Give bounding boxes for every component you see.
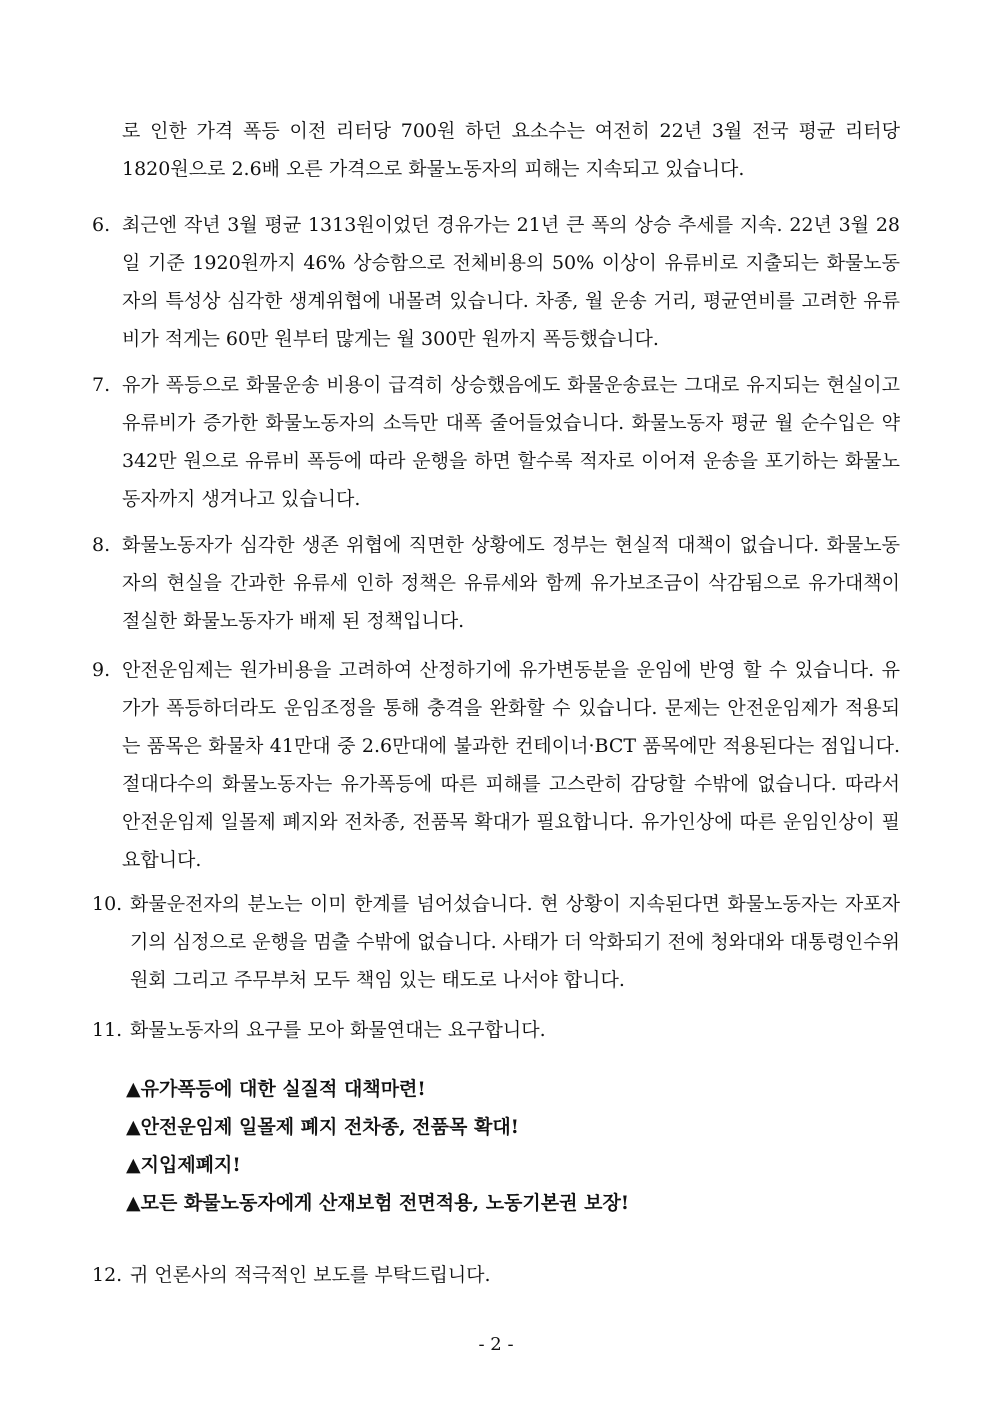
list-item-10 [92,885,900,999]
page-number: - 2 - [478,1334,514,1355]
item-number: 8. [92,534,111,556]
list-item-7 [92,366,900,518]
list-item-8 [92,526,900,640]
item-number: 7. [92,374,111,396]
list-item-9 [92,651,900,879]
item-text: 화물운전자의 분노는 이미 한계를 넘어섰습니다. 현 상황이 지속된다면 화물노동자는 자포자기의 심정으로 운행을 멈출 수밖에 없습니다. 사태가 더 악화되기 전에 청와대와 대통령인수위원회 그리고 주무부처 모두 책임 있는 태도로 나서야 합니다. [130,893,900,991]
list-item-11 [92,1011,900,1049]
demand-item: ▲유가폭등에 대한 실질적 대책마련! [126,1078,426,1100]
item-number: 10. [92,893,123,915]
list-item-12 [92,1256,900,1294]
item-number: 6. [92,214,111,236]
demand-item: ▲모든 화물노동자에게 산재보험 전면적용, 노동기본권 보장! [126,1192,630,1214]
list-item-6 [92,206,900,358]
item-number: 12. [92,1264,123,1286]
item-text: 화물노동자의 요구를 모아 화물연대는 요구합니다. [130,1019,546,1041]
demands-list [126,1070,826,1222]
item-text: 안전운임제는 원가비용을 고려하여 산정하기에 유가변동분을 운임에 반영 할 수 있습니다. 유가가 폭등하더라도 운임조정을 통해 충격을 완화할 수 있습니다. 문제는 안전운임제가 적용되는 품목은 화물차 41만대 중 2.6만대에 불과한 컨테이너·BCT 품목에만 적용된다는 점입니다. 절대다수의 화물노동자는 유가폭등에 따른 피해를 고스란히 감당할 수밖에 없습니다. 따라서 안전운임제 일몰제 폐지와 전차종, 전품목 확대가 필요합니다. 유가인상에 따른 운임인상이 필요합니다. [122,659,900,871]
demand-item: ▲안전운임제 일몰제 폐지 전차종, 전품목 확대! [126,1116,520,1138]
continuation-paragraph: 로 인한 가격 폭등 이전 리터당 700원 하던 요소수는 여전히 22년 3월 전국 평균 리터당 1820원으로 2.6배 오른 가격으로 화물노동자의 피해는 지속되고 있습니다. [122,120,900,180]
item-text: 화물노동자가 심각한 생존 위협에 직면한 상황에도 정부는 현실적 대책이 없습니다. 화물노동자의 현실을 간과한 유류세 인하 정책은 유류세와 함께 유가보조금이 삭감됨으로 유가대책이 절실한 화물노동자가 배제 된 정책입니다. [122,534,900,632]
item-number: 11. [92,1019,123,1041]
item-text: 최근엔 작년 3월 평균 1313원이었던 경유가는 21년 큰 폭의 상승 추세를 지속. 22년 3월 28일 기준 1920원까지 46% 상승함으로 전체비용의 50% 이상이 유류비로 지출되는 화물노동자의 특성상 심각한 생계위협에 내몰려 있습니다. 차종, 월 운송 거리, 평균연비를 고려한 유류비가 적게는 60만 원부터 많게는 월 300만 원까지 폭등했습니다. [122,214,900,350]
item-text: 귀 언론사의 적극적인 보도를 부탁드립니다. [130,1264,491,1286]
demand-item: ▲지입제폐지! [126,1154,241,1176]
item-text: 유가 폭등으로 화물운송 비용이 급격히 상승했음에도 화물운송료는 그대로 유지되는 현실이고 유류비가 증가한 화물노동자의 소득만 대폭 줄어들었습니다. 화물노동자 평균 월 순수입은 약 342만 원으로 유류비 폭등에 따라 운행을 하면 할수록 적자로 이어져 운송을 포기하는 화물노동자까지 생겨나고 있습니다. [122,374,900,510]
item-number: 9. [92,659,111,681]
